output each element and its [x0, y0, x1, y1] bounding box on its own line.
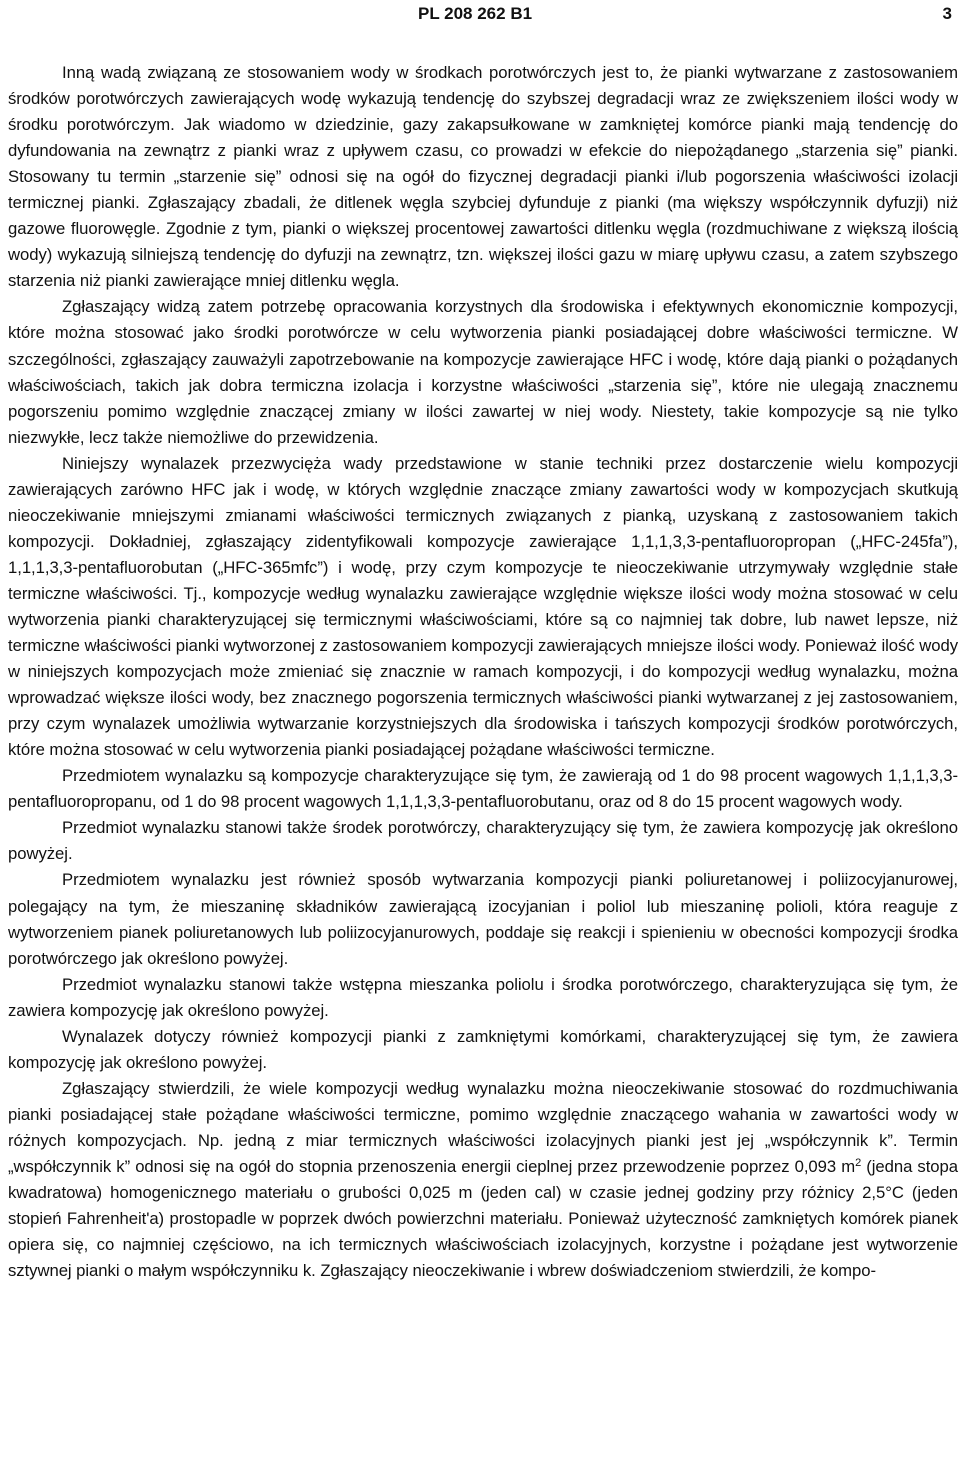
paragraph-8: Wynalazek dotyczy również kompozycji pianki z zamkniętymi komórkami, charakteryzującej się tym, że zawiera kompozycję jak określono powyżej. — [8, 1026, 958, 1072]
paragraph-4: Przedmiotem wynalazku są kompozycje charakteryzujące się tym, że zawierają od 1 do 98 procent wagowych 1,1,1,3,3-pentafluoropropanu, od 1 do 98 procent wagowych 1,1,1,3,3-pentafluorobutanu, oraz od 8 do 15 procent wagowych wody. — [8, 766, 958, 812]
paragraph-9 — [8, 1076, 958, 1284]
paragraph-9-text-a: Zgłaszający stwierdzili, że wiele kompozycji według wynalazku można nieoczekiwanie stosować do rozdmuchiwania pianki posiadającej stałe pożądane właściwości termiczne, pomimo względnie znaczącego wahania w zawartości wody w różnych kompozycjach. Np. jedną z miar termicznych właściwości izolacyjnych pianki jest jej „współczynnik k”. Termin „współczynnik k” odnosi się na ogół do stopnia przenoszenia energii cieplnej przez przewodzenie poprzez 0,093 m — [8, 1078, 958, 1176]
paragraph-9-text-b: (jedna stopa kwadratowa) homogenicznego materiału o grubości 0,025 m (jeden cal) w czasie jednej godziny przy różnicy 2,5°C (jeden stopień Fahrenheit'a) prostopadle w poprzek dwóch powierzchni materiału. Ponieważ użyteczność zamkniętych komórek pianek opiera się, co najmniej częściowo, na ich termicznych właściwościach izolacyjnych, korzystne i pożądane jest wytworzenie sztywnej pianki o małym współczynniku k. Zgłaszający nieoczekiwanie i wbrew doświadczeniom stwierdzili, że kompo- — [8, 1156, 958, 1281]
patent-number: PL 208 262 B1 — [418, 4, 533, 23]
paragraph-5: Przedmiot wynalazku stanowi także środek porotwórczy, charakteryzujący się tym, że zawiera kompozycję jak określono powyżej. — [8, 818, 958, 864]
paragraph-2: Zgłaszający widzą zatem potrzebę opracowania korzystnych dla środowiska i efektywnych ekonomicznie kompozycji, które można stosować jako środki porotwórcze w celu wytworzenia pianki posiadającej dobre właściwości termiczne. W szczególności, zgłaszający zauważyli zapotrzebowanie na kompozycje zawierające HFC i wodę, które dają pianki o pożądanych właściwościach, takich jak dobra termiczna izolacja i korzystne właściwości „starzenia się”, które nie ulegają znacznemu pogorszeniu pomimo względnie znaczącej zmiany w ilości zawartej w niej wody. Niestety, takie kompozycje są nie tylko niezwykłe, lecz także niemożliwe do przewidzenia. — [8, 297, 958, 447]
paragraph-1: Inną wadą związaną ze stosowaniem wody w środkach porotwórczych jest to, że pianki wytwarzane z zastosowaniem środków porotwórczych zawierających wodę wykazują tendencję do szybszej degradacji wraz ze zwiększeniem ilości wody w środku porotwórczym. Jak wiadomo w dziedzinie, gazy zakapsułkowane w zamkniętej komórce pianki mają tendencję do dyfundowania na zewnątrz z pianki wraz z upływem czasu, co prowadzi w efekcie do niepożądanego „starzenia się” pianki. Stosowany tu termin „starzenie się” odnosi się na ogół do fizycznej degradacji pianki i/lub pogorszenia właściwości izolacji termicznej pianki. Zgłaszający zbadali, że ditlenek węgla szybciej dyfunduje z pianki (ma większy współczynnik dyfuzji) niż gazowe fluorowęgle. Zgodnie z tym, pianki o większej procentowej zawartości ditlenku węgla (rozdmuchiwane z większą ilością wody) wykazują silniejszą tendencję do dyfuzji na zewnątrz, tzn. większej ilości gazu w miarę upływu czasu, a zatem szybszego starzenia niż pianki zawierające mniej ditlenku węgla. — [8, 63, 958, 291]
page-number: 3 — [942, 4, 952, 23]
page-header — [0, 2, 960, 26]
paragraph-6: Przedmiotem wynalazku jest również sposób wytwarzania kompozycji pianki poliuretanowej i poliizocyjanurowej, polegający na tym, że mieszaninę składników zawierającą izocyjanian i poliol lub mieszaninę polioli, która reaguje z wytworzeniem pianek poliuretanowych lub poliizocyjanurowych, poddaje się reakcji i spienieniu w obecności kompozycji środka porotwórczego jak określono powyżej. — [8, 870, 958, 968]
paragraph-3: Niniejszy wynalazek przezwycięża wady przedstawione w stanie techniki przez dostarczenie wielu kompozycji zawierających zarówno HFC jak i wodę, w których względnie znaczące zmiany zawartości wody w kompozycjach skutkują nieoczekiwanie mniejszymi zmianami właściwości termicznych związanych z pianką, uzyskaną z zastosowaniem takich kompozycji. Dokładniej, zgłaszający zidentyfikowali kompozycje zawierające 1,1,1,3,3-pentafluoropropan („HFC-245fa”), 1,1,1,3,3-pentafluorobutan („HFC-365mfc”) i wodę, przy czym kompozycje te nieoczekiwanie utrzymywały względnie stałe termiczne właściwości. Tj., kompozycje według wynalazku zawierające względnie większe ilości wody można stosować w celu wytworzenia pianki charakteryzującej się termicznymi właściwościami, które są co najmniej tak dobre, lub nawet lepsze, niż termiczne właściwości pianki wytworzonej z zastosowaniem kompozycji zawierających mniejsze ilości wody. Ponieważ ilość wody w niniejszych kompozycjach może zmieniać się znacznie w ramach kompozycji, i do kompozycji według wynalazku, można wprowadzać większe ilości wody, bez znacznego pogorszenia termicznych właściwości pianki wytwarzanej z jej zastosowaniem, przy czym wynalazek umożliwia wytwarzanie korzystniejszych dla środowiska i tańszych kompozycji środków porotwórczych, które można stosować w celu wytworzenia pianki posiadającej pożądane właściwości termiczne. — [8, 453, 958, 760]
document-body — [8, 60, 958, 1284]
superscript-2: 2 — [855, 1156, 862, 1169]
paragraph-7: Przedmiot wynalazku stanowi także wstępna mieszanka poliolu i środka porotwórczego, charakteryzująca się tym, że zawiera kompozycję jak określono powyżej. — [8, 974, 958, 1020]
